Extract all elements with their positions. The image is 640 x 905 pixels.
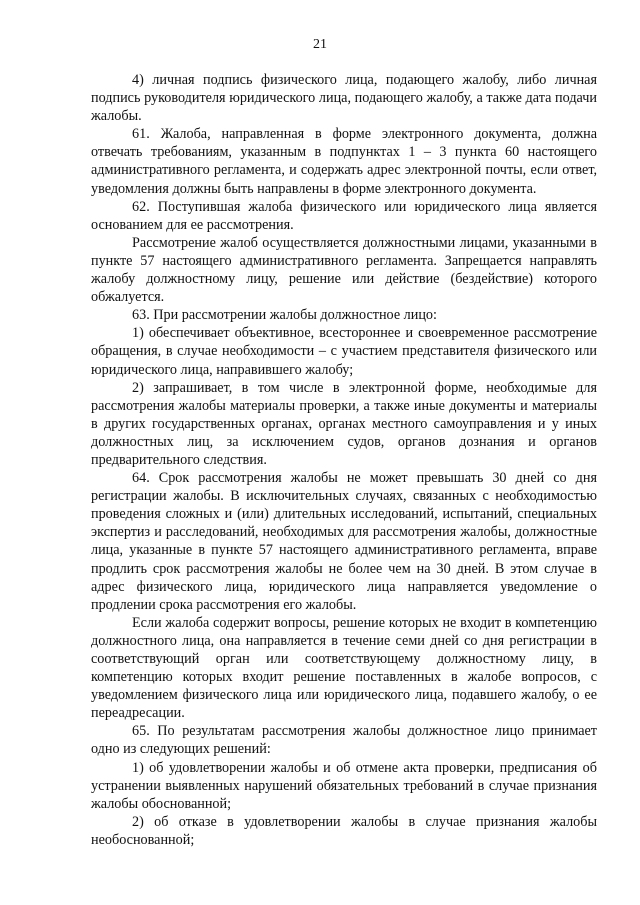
paragraph-63-heading: 63. При рассмотрении жалобы должностное лицо:: [132, 307, 437, 324]
document-body: [91, 71, 597, 849]
paragraph-item-4-signature: 4) личная подпись физического лица, подающего жалобу, либо личная подпись руководителя юридического лица, подающего жалобу, а также дата подачи жалобы.: [91, 72, 597, 125]
page-number: 21: [313, 37, 327, 52]
paragraph-65-item-2: 2) об отказе в удовлетворении жалобы в случае признания жалобы необоснованной;: [91, 813, 597, 848]
paragraph-62-received-complaint: 62. Поступившая жалоба физического или юридического лица является основанием для ее рассмотрения.: [91, 198, 597, 233]
paragraph-63-item-1: 1) обеспечивает объективное, всестороннее и своевременное рассмотрение обращения, в случае необходимости – с участием представителя физического или юридического лица, направившего жалобу;: [91, 325, 597, 378]
paragraph-review-officials: Рассмотрение жалоб осуществляется должностными лицами, указанными в пункте 57 настоящего административного регламента. Запрещается направлять жалобу должностному лицу, решение или действие (бездействие) которого обжалуется.: [91, 234, 597, 306]
paragraph-65-heading: 65. По результатам рассмотрения жалобы должностное лицо принимает одно из следующих решений:: [91, 723, 597, 758]
paragraph-61-electronic-complaint: 61. Жалоба, направленная в форме электронного документа, должна отвечать требованиям, указанным в подпунктах 1 – 3 пункта 60 настоящего административного регламента, и содержать адрес электронной почты, если ответ, уведомления должны быть направлены в форме электронного документа.: [91, 126, 597, 197]
paragraph-64-review-term: 64. Срок рассмотрения жалобы не может превышать 30 дней со дня регистрации жалобы. В исключительных случаях, связанных с необходимостью проведения сложных и (или) длительных исследований, испытаний, специальных экспертиз и расследований, необходимых для рассмотрения жалобы, должностные лица, указанные в пункте 57 настоящего административного регламента, вправе продлить срок рассмотрения жалобы не более чем на 30 дней. В этом случае в адрес физического лица, юридического лица направляется уведомление о продлении срока рассмотрения его жалобы.: [91, 470, 597, 613]
paragraph-63-item-2: 2) запрашивает, в том числе в электронной форме, необходимые для рассмотрения жалобы материалы проверки, а также иные документы и материалы в других государственных органах, органах местного самоуправления и у иных должностных лиц, за исключением судов, органов дознания и органов предварительного следствия.: [91, 379, 597, 468]
paragraph-redirect-complaint: Если жалоба содержит вопросы, решение которых не входит в компетенцию должностного лица, она направляется в течение семи дней со дня регистрации в соответствующий орган или соответствующему должностному лицу, в компетенцию которых входит решение поставленных в жалобе вопросов, с уведомлением физического лица или юридического лица, подавшего жалобу, о ее переадресации.: [91, 614, 597, 722]
paragraph-65-item-1: 1) об удовлетворении жалобы и об отмене акта проверки, предписания об устранении выявленных нарушений обязательных требований в случае признания жалобы обоснованной;: [91, 759, 597, 812]
